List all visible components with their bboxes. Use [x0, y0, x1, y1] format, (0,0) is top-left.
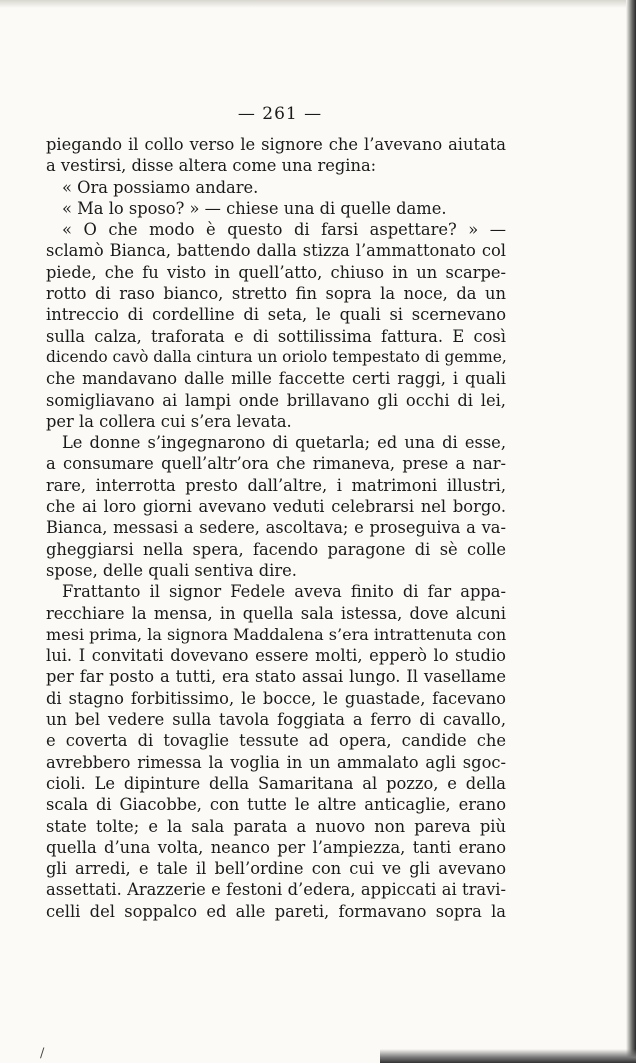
margin-mark: /: [40, 1046, 45, 1061]
text-line: Frattanto il signor Fedele aveva finito di far appa-: [62, 582, 506, 602]
page-number: — 261 —: [237, 104, 323, 124]
text-line: somigliavano ai lampi onde brillavano gli occhi di lei,: [46, 390, 506, 410]
text-line: spose, delle quali sentiva dire.: [46, 560, 297, 580]
text-line: sulla calza, traforata e di sottilissima fattura. E così: [46, 326, 506, 346]
text-line: cioli. Le dipinture della Samaritana al pozzo, e della: [46, 773, 506, 793]
text-line: avrebbero rimessa la voglia in un ammalato agli sgoc-: [46, 752, 506, 772]
text-line: che ai loro giorni avevano veduti celebrarsi nel borgo.: [46, 497, 506, 517]
text-line: per la collera cui s’era levata.: [46, 411, 292, 431]
text-line: gli arredi, e tale il bell’ordine con cui ve gli avevano: [46, 859, 506, 879]
text-line: piegando il collo verso le signore che l’avevano aiutata: [46, 135, 506, 154]
page-edge-bottom: [380, 1049, 636, 1063]
text-line: un bel vedere sulla tavola foggiata a ferro di cavallo,: [46, 710, 506, 730]
text-line: che mandavano dalle mille faccette certi raggi, i quali: [46, 369, 506, 389]
body-text: [46, 134, 506, 922]
text-line: gheggiarsi nella spera, facendo paragone di sè colle: [46, 539, 506, 559]
text-line: assettati. Arazzerie e festoni d’edera, appiccati ai travi-: [46, 880, 506, 900]
text-line: piede, che fu visto in quell’atto, chiuso in un scarpe-: [46, 262, 506, 282]
text-line: « O che modo è questo di farsi aspettare? » —: [62, 220, 506, 240]
text-line: lui. I convitati dovevano essere molti, epperò lo studio: [46, 646, 506, 666]
text-line: « Ora possiamo andare.: [62, 177, 259, 197]
text-line: « Ma lo sposo? » — chiese una di quelle dame.: [62, 198, 447, 218]
text-line: e coverta di tovaglie tessute ad opera, candide che: [46, 731, 506, 751]
text-line: recchiare la mensa, in quella sala istessa, dove alcuni: [46, 603, 506, 623]
text-line: a consumare quell’altr’ora che rimaneva, prese a nar-: [46, 454, 506, 474]
text-line: rare, interrotta presto dall’altre, i matrimoni illustri,: [46, 475, 506, 495]
text-line: rotto di raso bianco, stretto fin sopra la noce, da un: [46, 284, 506, 304]
text-line: mesi prima, la signora Maddalena s’era intrattenuta con: [46, 624, 507, 644]
text-line: per far posto a tutti, era stato assai lungo. Il vasellame: [46, 667, 506, 687]
text-line: di stagno forbitissimo, le bocce, le guastade, facevano: [46, 688, 506, 708]
text-line: Bianca, messasi a sedere, ascoltava; e proseguiva a va-: [46, 518, 506, 538]
text-line: a vestirsi, disse altera come una regina:: [46, 156, 377, 176]
text-line: intreccio di cordelline di seta, le quali si scernevano: [46, 305, 506, 325]
text-line: quella d’una volta, neanco per l’ampiezza, tanti erano: [46, 837, 506, 857]
text-line: state tolte; e la sala parata a nuovo non pareva più: [46, 816, 506, 836]
page-edge-right: [626, 0, 636, 1063]
text-line: scala di Giacobbe, con tutte le altre anticaglie, erano: [46, 795, 506, 815]
text-line: celli del soppalco ed alle pareti, formavano sopra la: [46, 901, 506, 921]
text-line: Le donne s’ingegnarono di quetarla; ed una di esse,: [62, 433, 506, 453]
page-edge-top: [0, 0, 636, 8]
text-line: dicendo cavò dalla cintura un oriolo tempestato di gemme,: [46, 347, 507, 366]
text-line: sclamò Bianca, battendo dalla stizza l’ammattonato col: [46, 241, 506, 261]
